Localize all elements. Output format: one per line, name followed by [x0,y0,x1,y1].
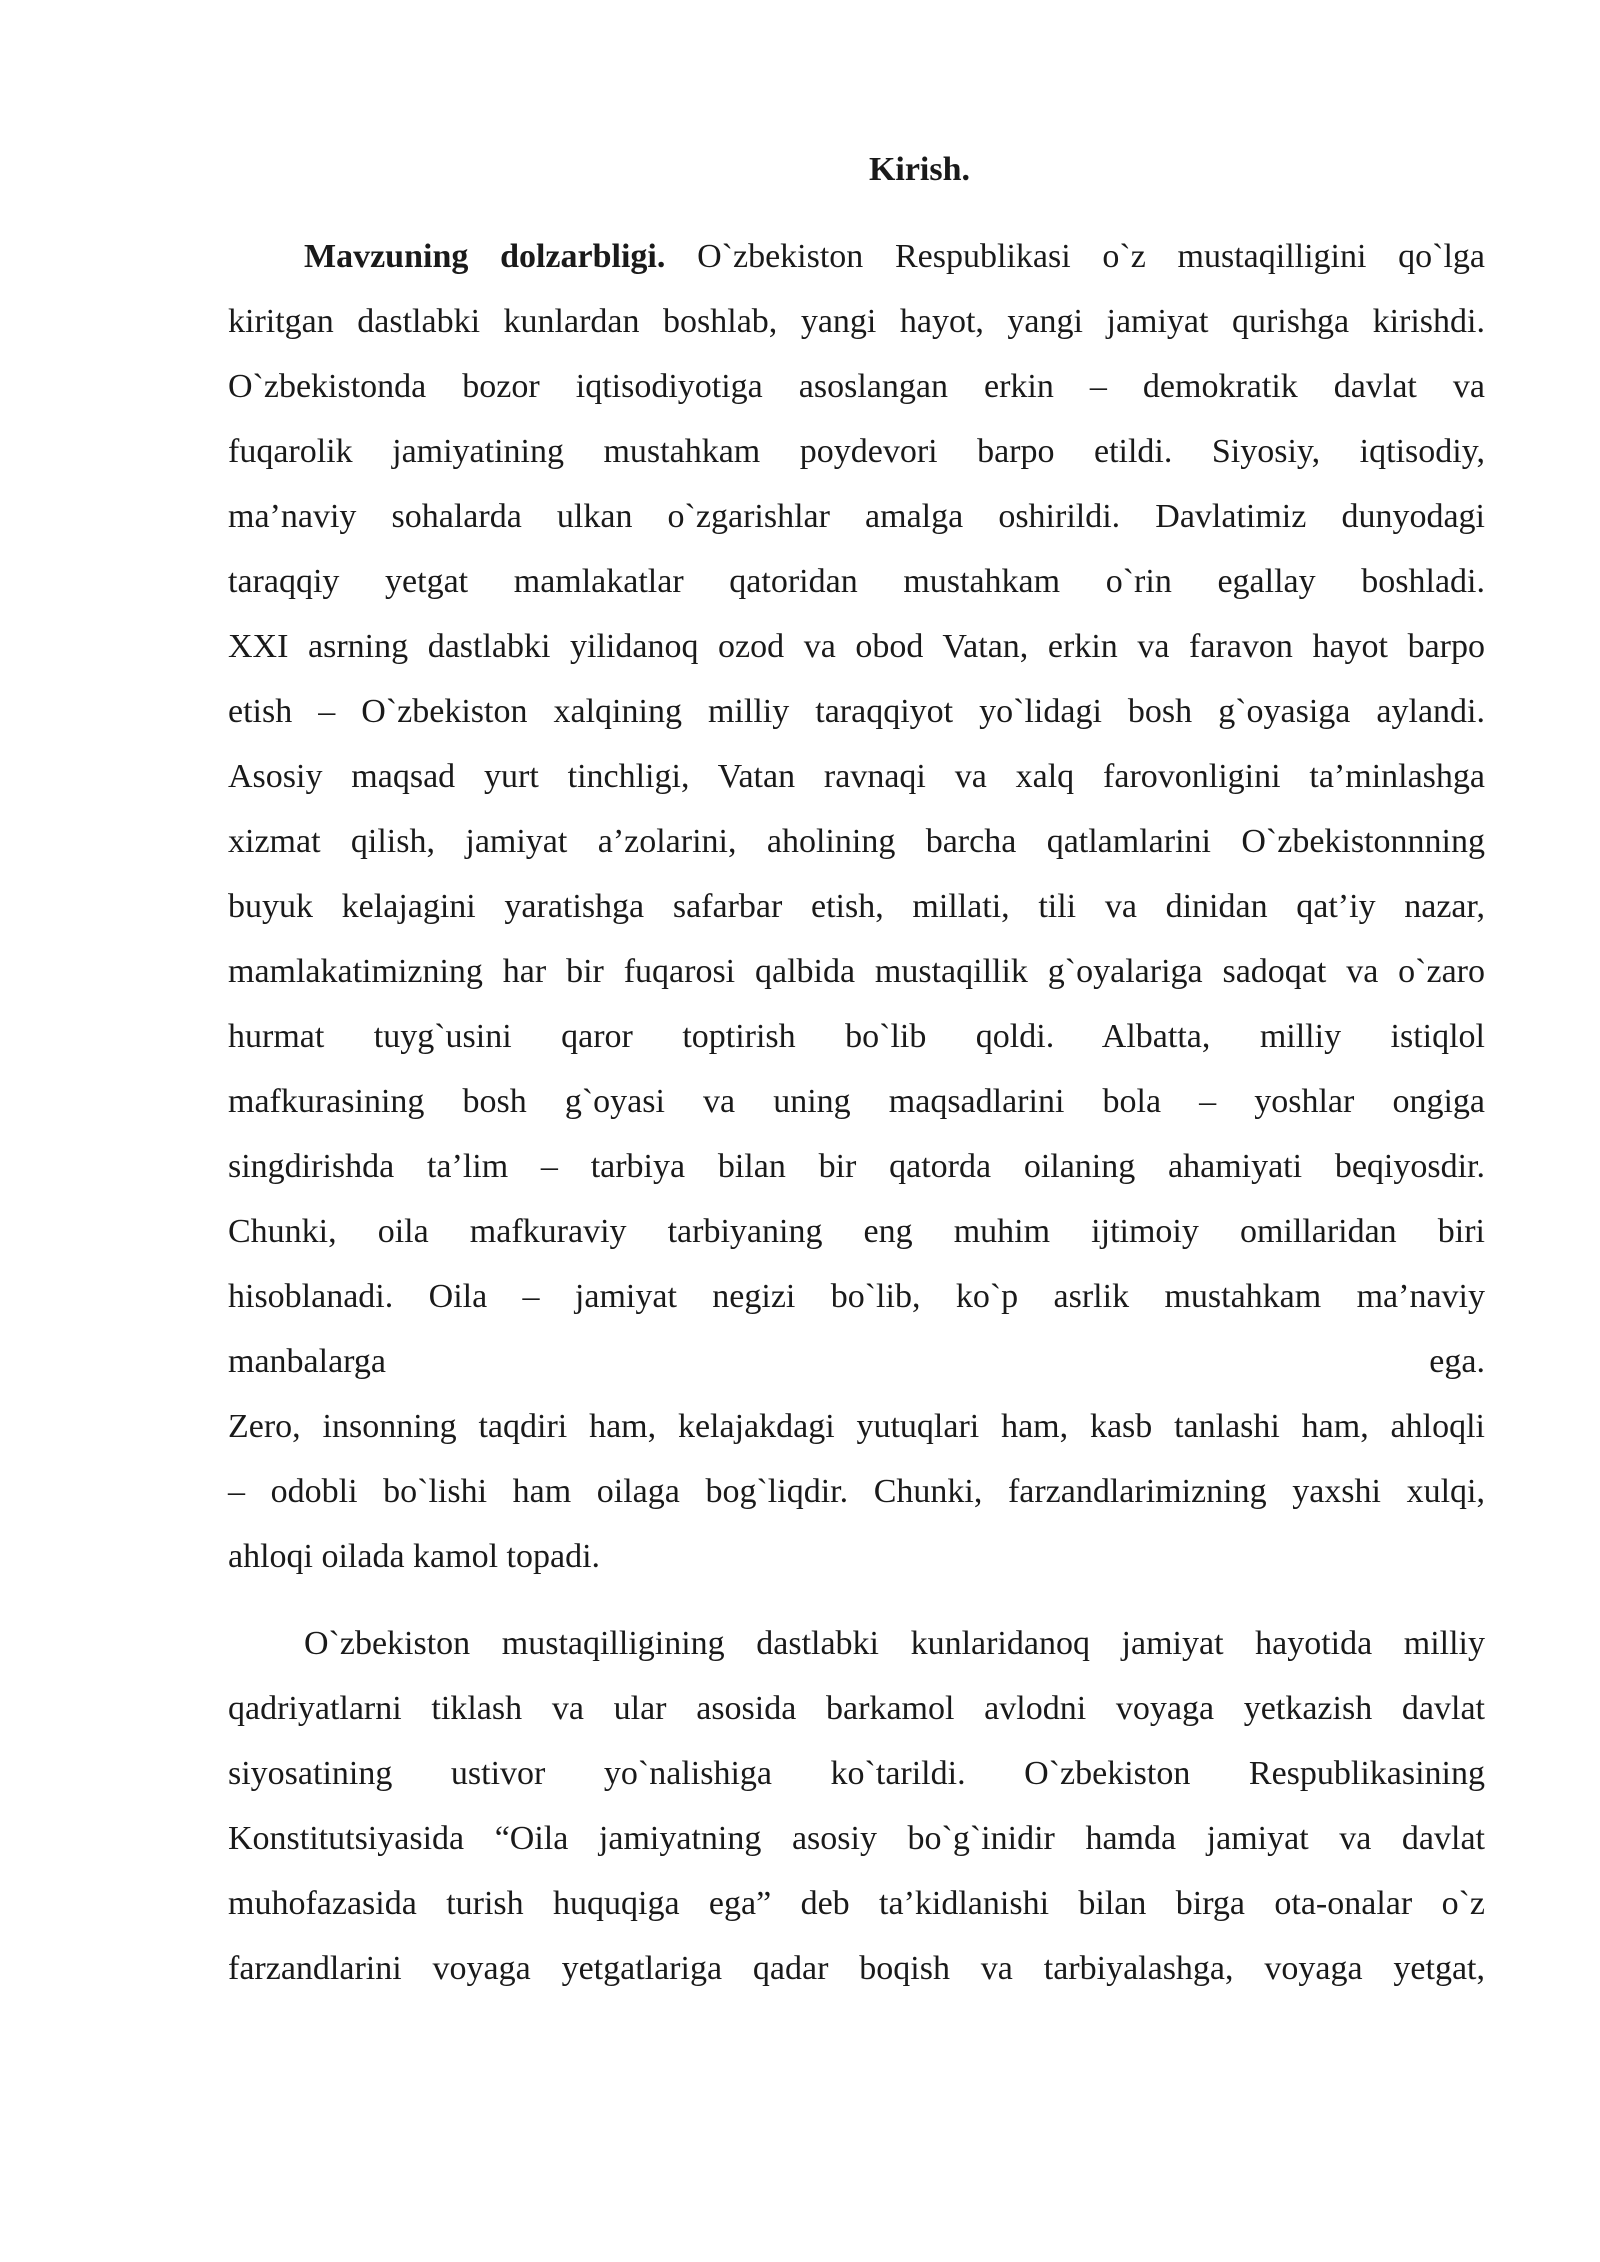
paragraph-line: kiritgan dastlabki kunlardan boshlab, yangi hayot, yangi jamiyat qurishga kirishdi. [228,303,1485,340]
paragraph-constitution [228,1611,1485,2001]
paragraph-line: O`zbekistonda bozor iqtisodiyotiga asoslangan erkin – demokratik davlat va [228,368,1485,405]
paragraph-line: manbalarga ega. [228,1343,1485,1380]
paragraph-line: xizmat qilish, jamiyat a’zolarini, aholining barcha qatlamlarini O`zbekistonnning [228,823,1485,860]
paragraph-line: siyosatining ustivor yo`nalishiga ko`tarildi. O`zbekiston Respublikasining [228,1755,1485,1792]
paragraph-line: Zero, insonning taqdiri ham, kelajakdagi yutuqlari ham, kasb tanlashi ham, ahloqli [228,1408,1485,1445]
paragraph-line: hurmat tuyg`usini qaror toptirish bo`lib qoldi. Albatta, milliy istiqlol [228,1018,1485,1055]
paragraph-line: Chunki, oila mafkuraviy tarbiyaning eng muhim ijtimoiy omillaridan biri [228,1213,1485,1250]
paragraph-line: mamlakatimizning har bir fuqarosi qalbida mustaqillik g`oyalariga sadoqat va o`zaro [228,953,1485,990]
paragraph-line: farzandlarini voyaga yetgatlariga qadar boqish va tarbiyalashga, voyaga yetgat, [228,1950,1485,1987]
page-title: Kirish. [868,151,971,188]
paragraph-line: muhofazasida turish huquqiga ega” deb ta’kidlanishi bilan birga ota-onalar o`z [228,1885,1485,1922]
paragraph-line: taraqqiy yetgat mamlakatlar qatoridan mustahkam o`rin egallay boshladi. [228,563,1485,600]
paragraph-line: buyuk kelajagini yaratishga safarbar etish, millati, tili va dinidan qat’iy nazar, [228,888,1485,925]
paragraph-line: mafkurasining bosh g`oyasi va uning maqsadlarini bola – yoshlar ongiga [228,1083,1485,1120]
paragraph-line: hisoblanadi. Oila – jamiyat negizi bo`lib, ko`p asrlik mustahkam ma’naviy [228,1278,1485,1315]
paragraph-line: Mavzuning dolzarbligi. O`zbekiston Respublikasi o`z mustaqilligini qo`lga [304,238,1486,275]
paragraph-line: ahloqi oilada kamol topadi. [228,1538,601,1575]
paragraph-line: ma’naviy sohalarda ulkan o`zgarishlar amalga oshirildi. Davlatimiz dunyodagi [228,498,1485,535]
document-page [228,150,1485,2001]
paragraph-line: – odobli bo`lishi ham oilaga bog`liqdir. Chunki, farzandlarimizning yaxshi xulqi, [228,1473,1485,1510]
paragraph-spacer [228,1589,1485,1611]
paragraph-line: Asosiy maqsad yurt tinchligi, Vatan ravnaqi va xalq farovonligini ta’minlashga [228,758,1485,795]
paragraph-line: etish – O`zbekiston xalqining milliy taraqqiyot yo`lidagi bosh g`oyasiga aylandi. [228,693,1485,730]
paragraph-line: XXI asrning dastlabki yilidanoq ozod va obod Vatan, erkin va faravon hayot barpo [228,628,1485,665]
paragraph-line: singdirishda ta’lim – tarbiya bilan bir qatorda oilaning ahamiyati beqiyosdir. [228,1148,1485,1185]
paragraph-line: fuqarolik jamiyatining mustahkam poydevori barpo etildi. Siyosiy, iqtisodiy, [228,433,1485,470]
paragraph-line: O`zbekiston mustaqilligining dastlabki kunlaridanoq jamiyat hayotida milliy [304,1625,1485,1662]
paragraph-relevance [228,224,1485,1589]
paragraph-line: Konstitutsiyasida “Oila jamiyatning asosiy bo`g`inidir hamda jamiyat va davlat [228,1820,1485,1857]
lead-term: Mavzuning dolzarbligi. [304,238,666,275]
paragraph-line: qadriyatlarni tiklash va ular asosida barkamol avlodni voyaga yetkazish davlat [228,1690,1485,1727]
